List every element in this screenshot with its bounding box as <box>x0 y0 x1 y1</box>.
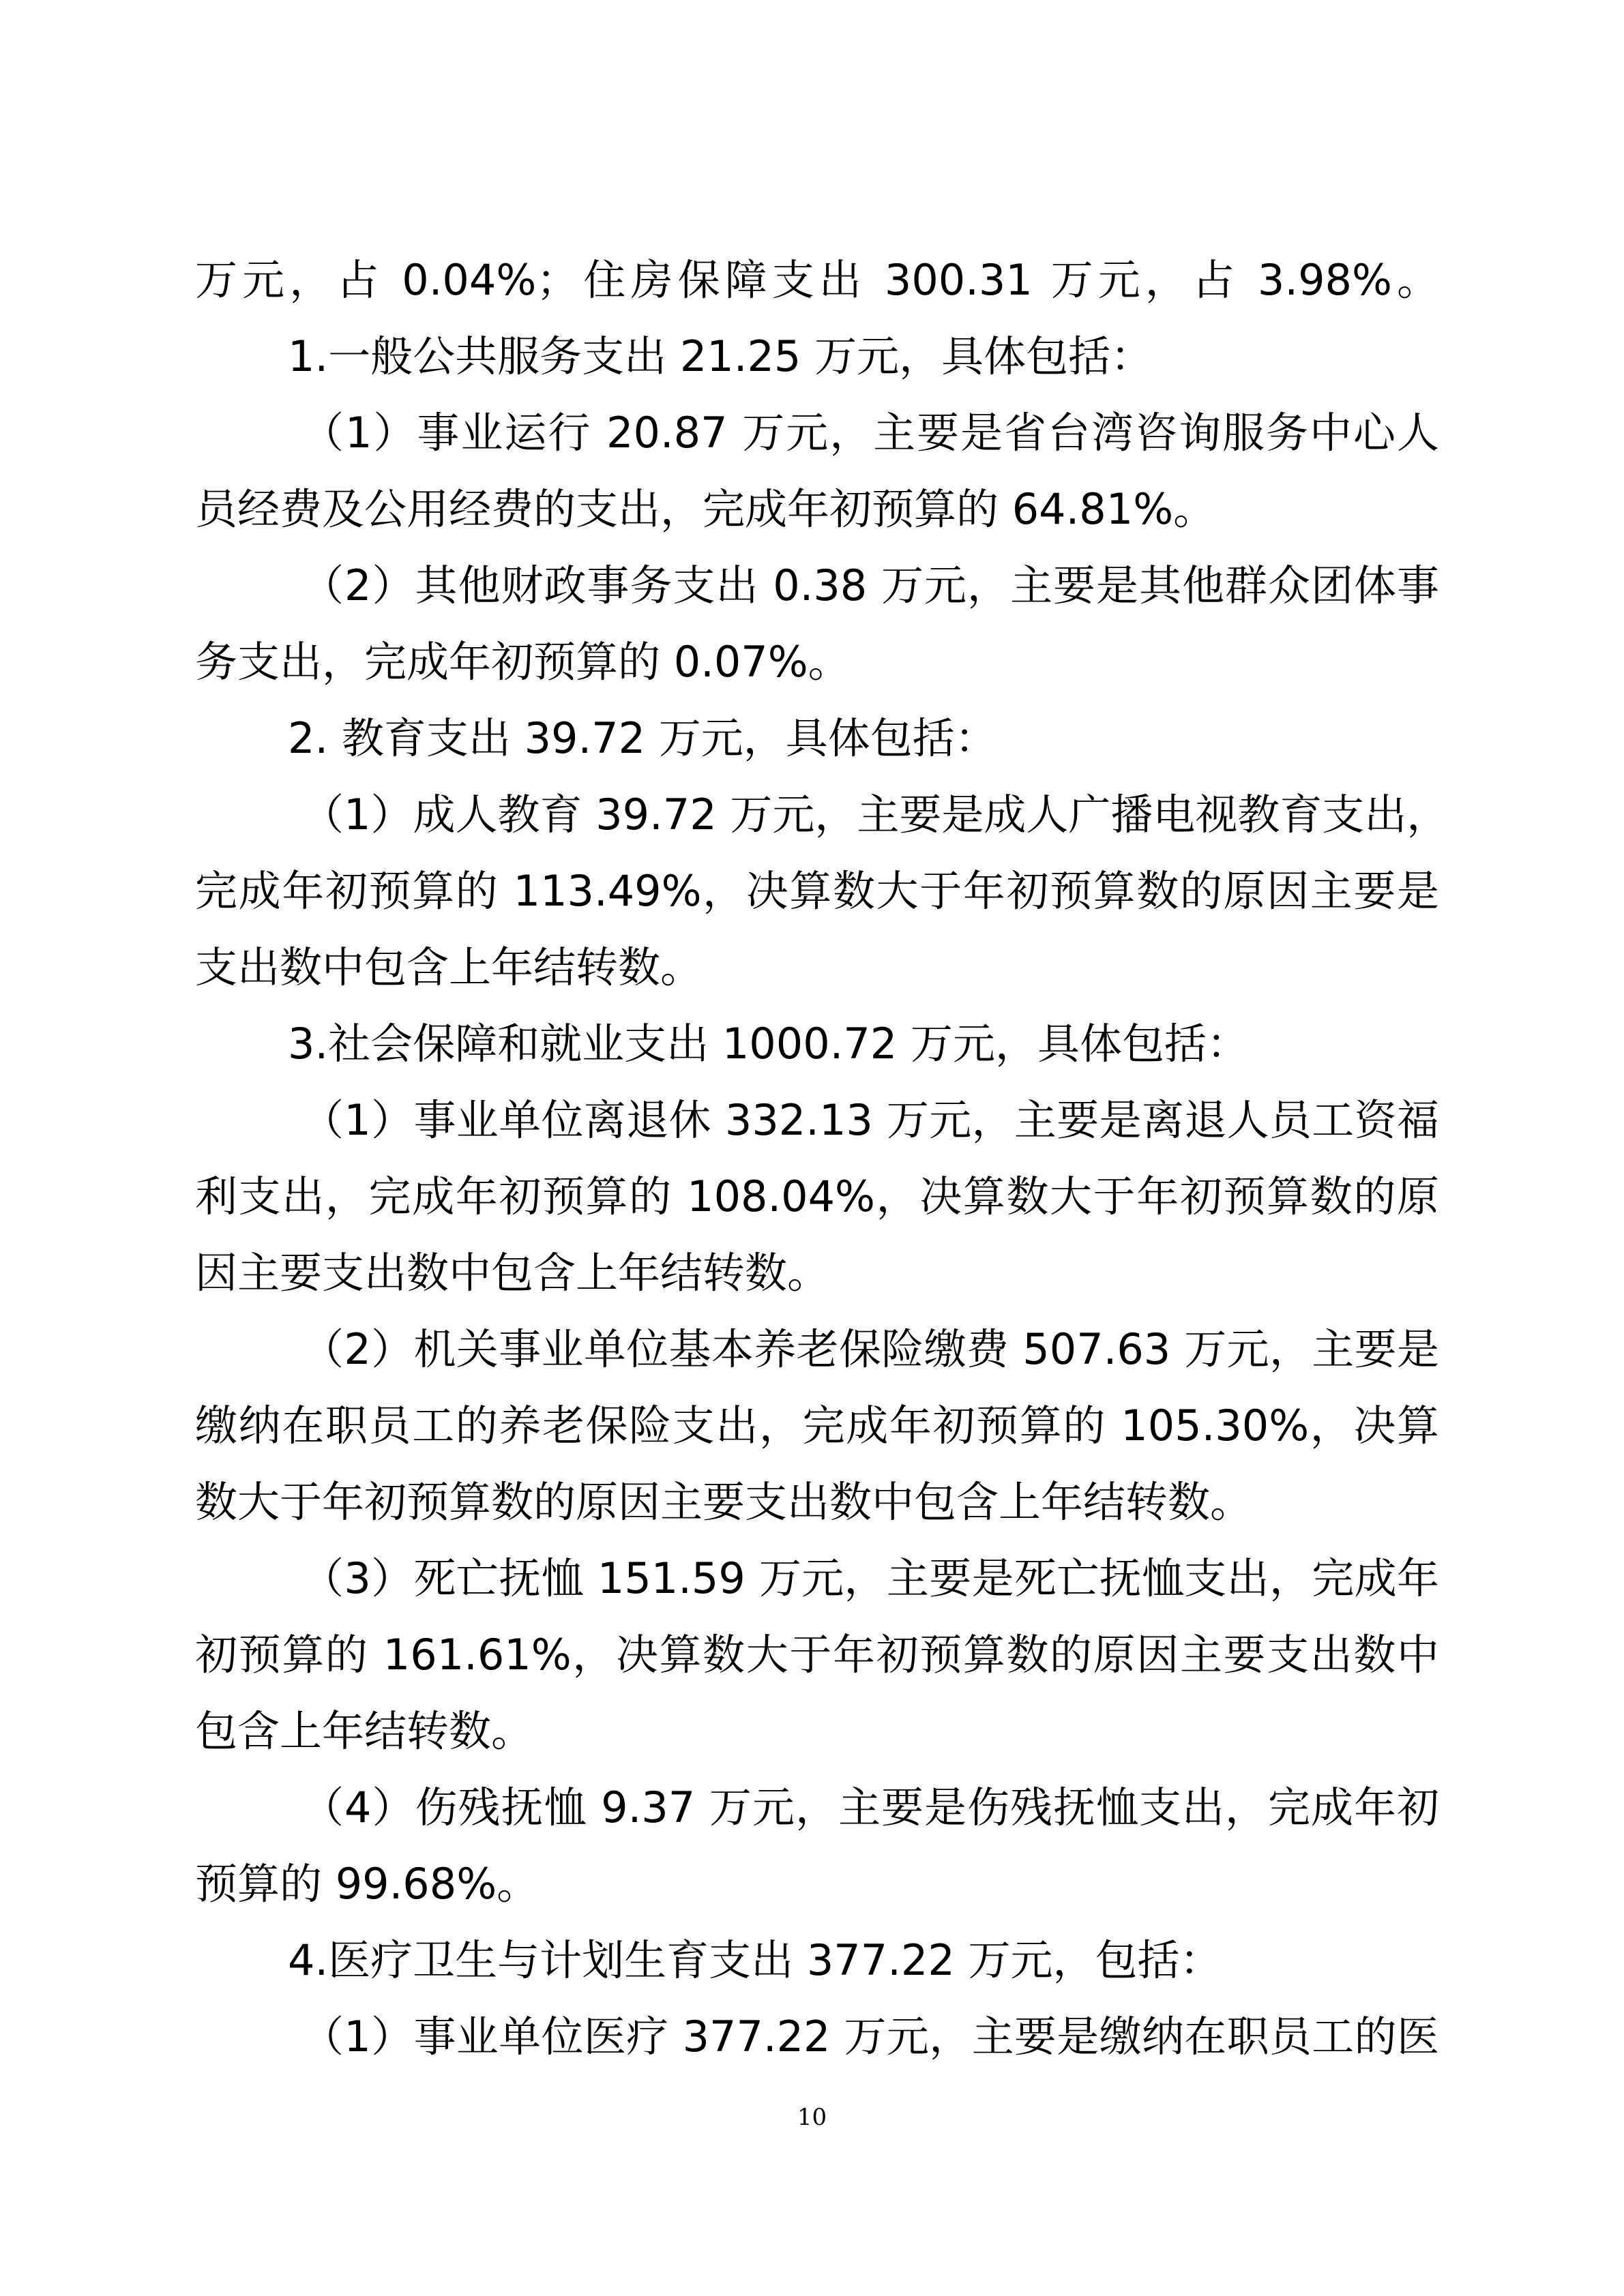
text-line: 万元，占 0.04%；住房保障支出 300.31 万元，占 3.98%。 <box>195 255 1439 305</box>
text-line: （1）事业运行 20.87 万元，主要是省台湾咨询服务中心人 <box>301 408 1439 458</box>
text-line: （1）事业单位医疗 377.22 万元，主要是缴纳在职员工的医 <box>301 2012 1439 2061</box>
text-line: 利支出，完成年初预算的 108.04%，决算数大于年初预算数的原 <box>195 1172 1439 1221</box>
body-text <box>195 242 1449 2075</box>
text-line: 缴纳在职员工的养老保险支出，完成年初预算的 105.30%，决算 <box>195 1401 1439 1450</box>
text-line: （4）伤残抚恤 9.37 万元，主要是伤残抚恤支出，完成年初 <box>301 1783 1439 1832</box>
text-line: 员经费及公用经费的支出，完成年初预算的 64.81%。 <box>195 484 1216 534</box>
text-line: （3）死亡抚恤 151.59 万元，主要是死亡抚恤支出，完成年 <box>301 1553 1439 1603</box>
text-line: 支出数中包含上年结转数。 <box>195 942 703 992</box>
section-heading-general-public-services: 1.一般公共服务支出 21.25 万元，具体包括： <box>288 331 1153 381</box>
text-line: （1）事业单位离退休 332.13 万元，主要是离退人员工资福 <box>301 1095 1439 1145</box>
page-number: 10 <box>797 2104 827 2131</box>
section-heading-social-security: 3.社会保障和就业支出 1000.72 万元，具体包括： <box>288 1019 1249 1069</box>
text-line: 包含上年结转数。 <box>195 1706 534 1756</box>
text-line: 预算的 99.68%。 <box>195 1859 540 1909</box>
text-line: （2）机关事业单位基本养老保险缴费 507.63 万元，主要是 <box>301 1324 1439 1374</box>
text-line: 完成年初预算的 113.49%，决算数大于年初预算数的原因主要是 <box>195 866 1439 916</box>
section-heading-medical-health: 4.医疗卫生与计划生育支出 377.22 万元，包括： <box>288 1935 1222 1985</box>
text-line: （1）成人教育 39.72 万元，主要是成人广播电视教育支出， <box>301 790 1449 839</box>
text-line: 因主要支出数中包含上年结转数。 <box>195 1248 830 1298</box>
text-line: 务支出，完成年初预算的 0.07%。 <box>195 637 851 687</box>
text-line: 初预算的 161.61%，决算数大于年初预算数的原因主要支出数中 <box>195 1630 1439 1680</box>
text-line: 数大于年初预算数的原因主要支出数中包含上年结转数。 <box>195 1477 1253 1527</box>
section-heading-education: 2. 教育支出 39.72 万元，具体包括： <box>288 713 997 763</box>
text-line: （2）其他财政事务支出 0.38 万元，主要是其他群众团体事 <box>301 561 1439 610</box>
